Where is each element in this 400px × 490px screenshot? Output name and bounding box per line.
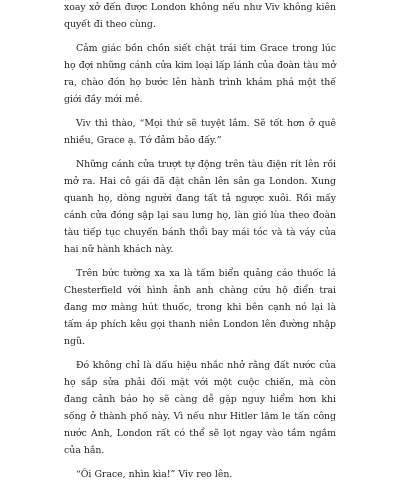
paragraph: Cảm giác bồn chồn siết chặt trái tim Grace trong lúc họ đợi những cánh cửa kim loại lấp lánh của đoàn tàu mở ra, chào đón họ bước lên hành trình khám phá một thế giới đầy mới mẻ. <box>64 43 336 105</box>
body-text <box>64 0 336 490</box>
paragraph: Đó không chỉ là dấu hiệu nhắc nhở rằng đất nước của họ sắp sửa phải đối mặt với một cuộc chiến, mà còn đang cảnh báo họ sẽ càng dễ gặp nguy hiểm hơn khi sống ở thành phố này. Vì nếu như Hitler lăm le tấn công nước Anh, London rất có thể sẽ lọt ngay vào tầm ngắm của hắn. <box>64 360 336 456</box>
paragraph: Viv thì thào, “Mọi thứ sẽ tuyệt lắm. Sẽ tốt hơn ở quê nhiều, Grace ạ. Tớ đảm bảo đấy.” <box>64 118 336 146</box>
paragraph-continued: xoay xở đến được London không nếu như Viv không kiên quyết đi theo cùng. <box>64 2 336 30</box>
paragraph: Trên bức tường xa xa là tấm biển quảng cáo thuốc lá Chesterfield với hình ảnh anh chàng cứu hộ điển trai đang mơ màng hút thuốc, trong khi bên cạnh nó lại là tấm áp phích kêu gọi thanh niên London lên đường nhập ngũ. <box>64 268 336 347</box>
paragraph: “Ôi Grace, nhìn kìa!” Viv reo lên. <box>76 469 233 480</box>
paragraph: Những cánh cửa trượt tự động trên tàu điện rít lên rồi mở ra. Hai cô gái đã đặt chân lên sân ga London. Xung quanh họ, dòng người đang tất tả ngược xuôi. Rồi mấy cánh cửa đóng sập lại sau lưng họ, làn gió lùa theo đoàn tàu tiếp tục chuyến bánh thổi bay mái tóc và tà váy của hai nữ hành khách này. <box>64 159 336 255</box>
